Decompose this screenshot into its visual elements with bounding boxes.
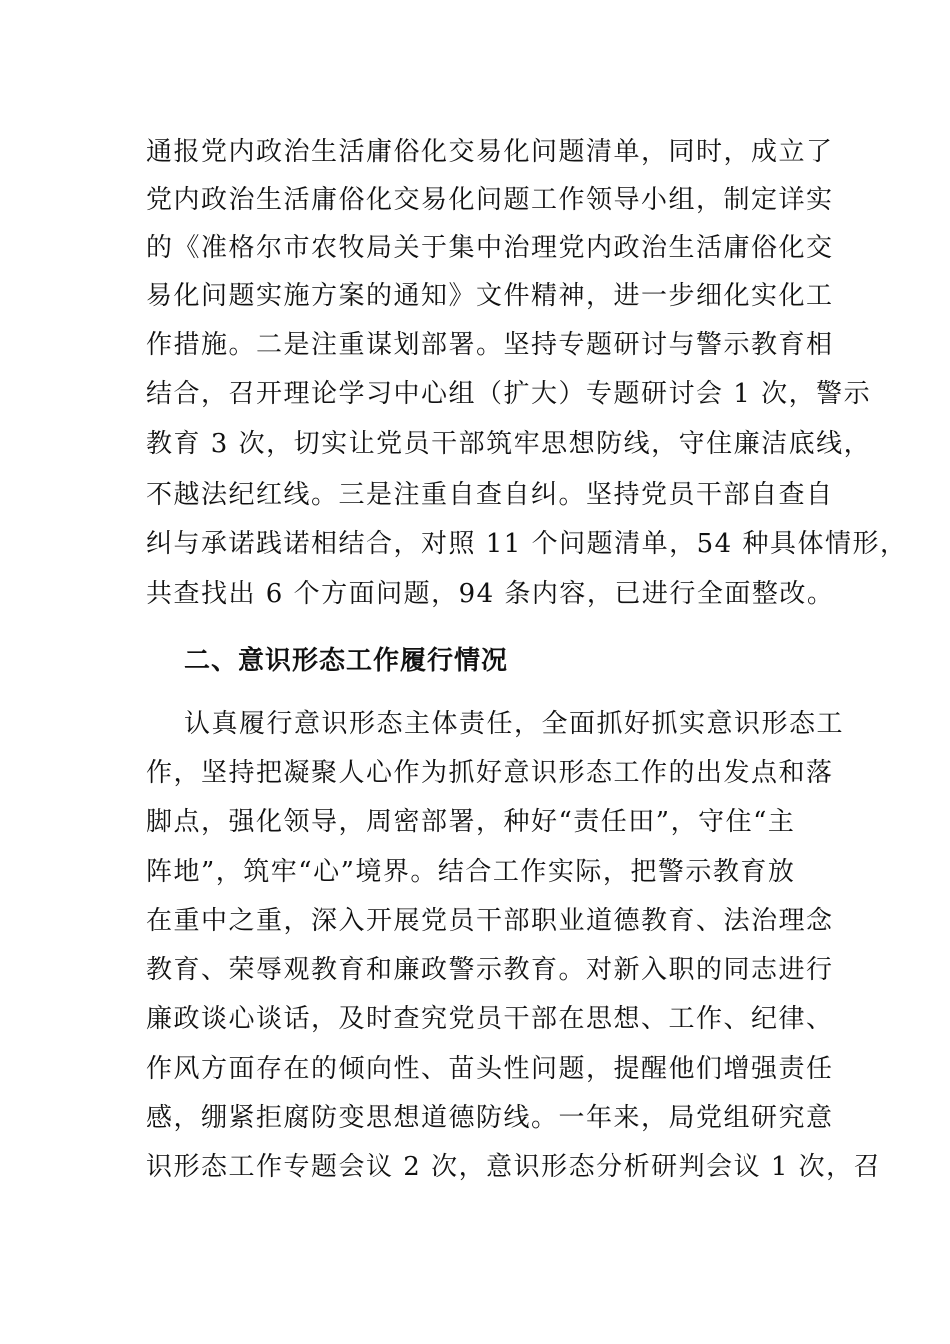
section-heading: 二、意识形态工作履行情况: [184, 646, 509, 676]
paragraph-1-line-5: 作措施。二是注重谋划部署。坚持专题研讨与警示教育相: [146, 330, 834, 360]
paragraph-1-line-7: 教育 3 次，切实让党员干部筑牢思想防线，守住廉洁底线，: [146, 429, 872, 459]
paragraph-2-line-10: 识形态工作专题会议 2 次，意识形态分析研判会议 1 次，召: [146, 1152, 882, 1182]
paragraph-2-line-6: 教育、荣辱观教育和廉政警示教育。对新入职的同志进行: [146, 955, 834, 985]
paragraph-1-line-9: 纠与承诺践诺相结合，对照 11 个问题清单，54 种具体情形，: [146, 529, 908, 559]
paragraph-1-line-1: 通报党内政治生活庸俗化交易化问题清单，同时，成立了: [146, 137, 834, 167]
paragraph-2-line-8: 作风方面存在的倾向性、苗头性问题，提醒他们增强责任: [146, 1054, 834, 1084]
paragraph-1-line-4: 易化问题实施方案的通知》文件精神，进一步细化实化工: [146, 281, 834, 311]
paragraph-2-line-9: 感，绷紧拒腐防变思想道德防线。一年来，局党组研究意: [146, 1103, 834, 1133]
paragraph-2-line-7: 廉政谈心谈话，及时查究党员干部在思想、工作、纪律、: [146, 1004, 834, 1034]
paragraph-2-line-2: 作，坚持把凝聚人心作为抓好意识形态工作的出发点和落: [146, 758, 834, 788]
paragraph-2-line-5: 在重中之重，深入开展党员干部职业道德教育、法治理念: [146, 906, 834, 936]
paragraph-1-line-10: 共查找出 6 个方面问题，94 条内容，已进行全面整改。: [146, 579, 835, 609]
paragraph-1-line-8: 不越法纪红线。三是注重自查自纠。坚持党员干部自查自: [146, 480, 834, 510]
paragraph-2-line-1: 认真履行意识形态主体责任，全面抓好抓实意识形态工: [184, 709, 845, 739]
paragraph-1-line-3: 的《准格尔市农牧局关于集中治理党内政治生活庸俗化交: [146, 233, 834, 263]
paragraph-2-line-4: 阵地”，筑牢“心”境界。结合工作实际，把警示教育放: [146, 857, 796, 887]
paragraph-1-line-2: 党内政治生活庸俗化交易化问题工作领导小组，制定详实: [146, 185, 834, 215]
paragraph-2-line-3: 脚点，强化领导，周密部署，种好“责任田”，守住“主: [146, 807, 796, 837]
paragraph-1-line-6: 结合，召开理论学习中心组（扩大）专题研讨会 1 次，警示: [146, 379, 872, 409]
